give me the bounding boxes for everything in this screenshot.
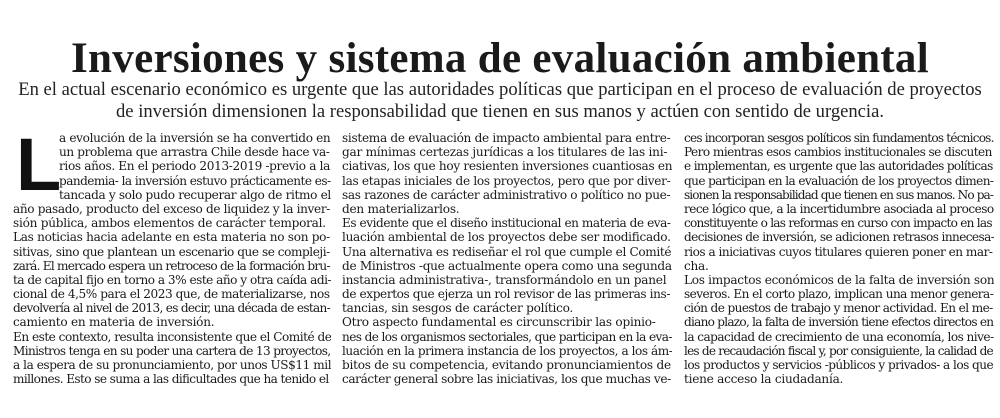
text-line: instancia administrativa-, transformándolo en un panel bbox=[342, 272, 667, 287]
text-line: rios años. En el periodo 2013-2019 -previo a la bbox=[59, 159, 330, 174]
text-line: tancada y solo pudo recuperar algo de ritmo el bbox=[59, 187, 331, 202]
text-line: luación ambiental de los proyectos debe ser modificado. bbox=[342, 230, 671, 245]
lede-line: En el actual escenario económico es urgente que las autoridades políticas que participan en el proceso de evaluación de proyectos bbox=[18, 79, 982, 100]
lede-line: de inversión dimensionen la responsabilidad que tienen en sus manos y actúen con sentido de urgencia. bbox=[116, 101, 884, 122]
text-line: Es evidente que el diseño institucional en materia de eva- bbox=[342, 216, 671, 231]
text-line: Otro aspecto fundamental es circunscribir las opinio- bbox=[342, 315, 656, 330]
text-line: de Ministros -que actualmente opera como una segunda bbox=[342, 258, 672, 273]
text-line: año pasado, producto del exceso de liquidez y la inver- bbox=[13, 201, 331, 216]
text-line: camiento en materia de inversión. bbox=[13, 315, 215, 330]
text-line: Las noticias hacia adelante en esta materia no son po- bbox=[13, 230, 330, 245]
text-line: un problema que arrastra Chile desde hace va- bbox=[59, 145, 330, 160]
text-line: las etapas iniciales de los proyectos, pero que por diver- bbox=[342, 173, 671, 188]
text-line: sas razones de carácter administrativo o político no pue- bbox=[342, 187, 671, 202]
text-line: Pero mientras esos cambios institucionales se discuten bbox=[684, 145, 992, 160]
text-line: den materializarlos. bbox=[342, 201, 460, 216]
text-line: diano plazo, la falta de inversión tiene efectos directos en bbox=[684, 315, 994, 330]
text-line: pandemia- la inversión estuvo prácticamente es- bbox=[59, 173, 331, 188]
text-line: En este contexto, resulta inconsistente que el Comité de bbox=[13, 329, 331, 344]
text-line: a evolución de la inversión se ha convertido en bbox=[59, 131, 331, 145]
text-line: que participan en la evaluación de los proyectos dimen- bbox=[684, 173, 994, 188]
text-line: Una alternativa es rediseñar el rol que cumple el Comité bbox=[342, 244, 672, 259]
text-line: de expertos que ejerza un rol revisor de las primeras ins- bbox=[342, 287, 671, 302]
text-line: e implementan, es urgente que las autoridades políticas bbox=[684, 159, 993, 174]
text-line: los productos y servicios -públicos y privados- a los que bbox=[684, 358, 994, 372]
text-line: bitos de su competencia, evitando pronunciamientos de bbox=[342, 358, 671, 372]
text-line: carácter general sobre las iniciativas, los que muchas ve- bbox=[342, 372, 671, 387]
lede bbox=[10, 79, 990, 123]
text-line: ces incorporan sesgos políticos sin fundamentos técnicos. bbox=[684, 131, 994, 145]
text-line: sitivas, sino que plantean un escenario que se compleji- bbox=[13, 244, 330, 259]
text-column-2 bbox=[342, 131, 672, 418]
text-line: zará. El mercado espera un retroceso de la formación bru- bbox=[13, 258, 330, 273]
text-line: nes de los organismos sectoriales, que participan en la eva- bbox=[342, 329, 672, 344]
text-line: tancias, sin sesgos de carácter político. bbox=[342, 301, 574, 316]
text-line: Ministros tenga en su poder una cartera de 13 proyectos, bbox=[13, 343, 331, 358]
text-line: severos. En el corto plazo, implican una menor genera- bbox=[684, 287, 994, 302]
text-line: la capacidad de crecimiento de una economía, los nive- bbox=[684, 329, 994, 344]
text-line: cional de 4,5% para el 2023 que, de materializarse, nos bbox=[13, 287, 330, 302]
drop-cap: L bbox=[16, 123, 62, 206]
text-line: ciativas, los que hoy resienten inversiones cuantiosas en bbox=[342, 159, 672, 174]
article-body bbox=[0, 123, 1000, 418]
text-line: sionen la responsabilidad que tienen en sus manos. No pa- bbox=[684, 187, 994, 202]
text-line: sión pública, ambos elementos de carácter temporal. bbox=[13, 216, 326, 231]
text-line: constituyente o las reformas en curso con impacto en las bbox=[684, 216, 992, 231]
text-line: tiene acceso la ciudadanía. bbox=[684, 372, 844, 387]
text-line: decisiones de inversión, se adicionen retrasos innecesa- bbox=[684, 230, 994, 245]
text-line: les de recaudación fiscal y, por consiguiente, la calidad de bbox=[684, 343, 993, 358]
text-line: ción de puestos de trabajo y menor actividad. En el me- bbox=[684, 301, 993, 316]
text-line: luación en la primera instancia de los proyectos, a los ám- bbox=[342, 343, 672, 358]
text-line: rece lógico que, a la incertidumbre asociada al proceso bbox=[684, 201, 994, 216]
text-line: millones. Esto se suma a las dificultades que ha tenido el bbox=[13, 372, 329, 387]
text-line: gar mínimas certezas jurídicas a los titulares de las ini- bbox=[342, 145, 668, 160]
text-line: rios a iniciativas cuyos titulares quieren poner en mar- bbox=[684, 244, 993, 259]
text-line: devolvería al nivel de 2013, es decir, una década de estan- bbox=[13, 301, 331, 316]
text-column-3 bbox=[684, 131, 994, 418]
text-line: ta de capital fijo en torno a 3% este año y otra caída adi- bbox=[13, 272, 331, 287]
text-line: a la espera de su pronunciamiento, por unos US$11 mil bbox=[13, 358, 331, 372]
text-column-1 bbox=[13, 123, 331, 418]
text-line: cha. bbox=[684, 258, 709, 273]
text-line: Los impactos económicos de la falta de inversión son bbox=[684, 272, 994, 287]
headline: Inversiones y sistema de evaluación ambiental bbox=[71, 34, 929, 82]
text-line: sistema de evaluación de impacto ambiental para entre- bbox=[342, 131, 671, 145]
